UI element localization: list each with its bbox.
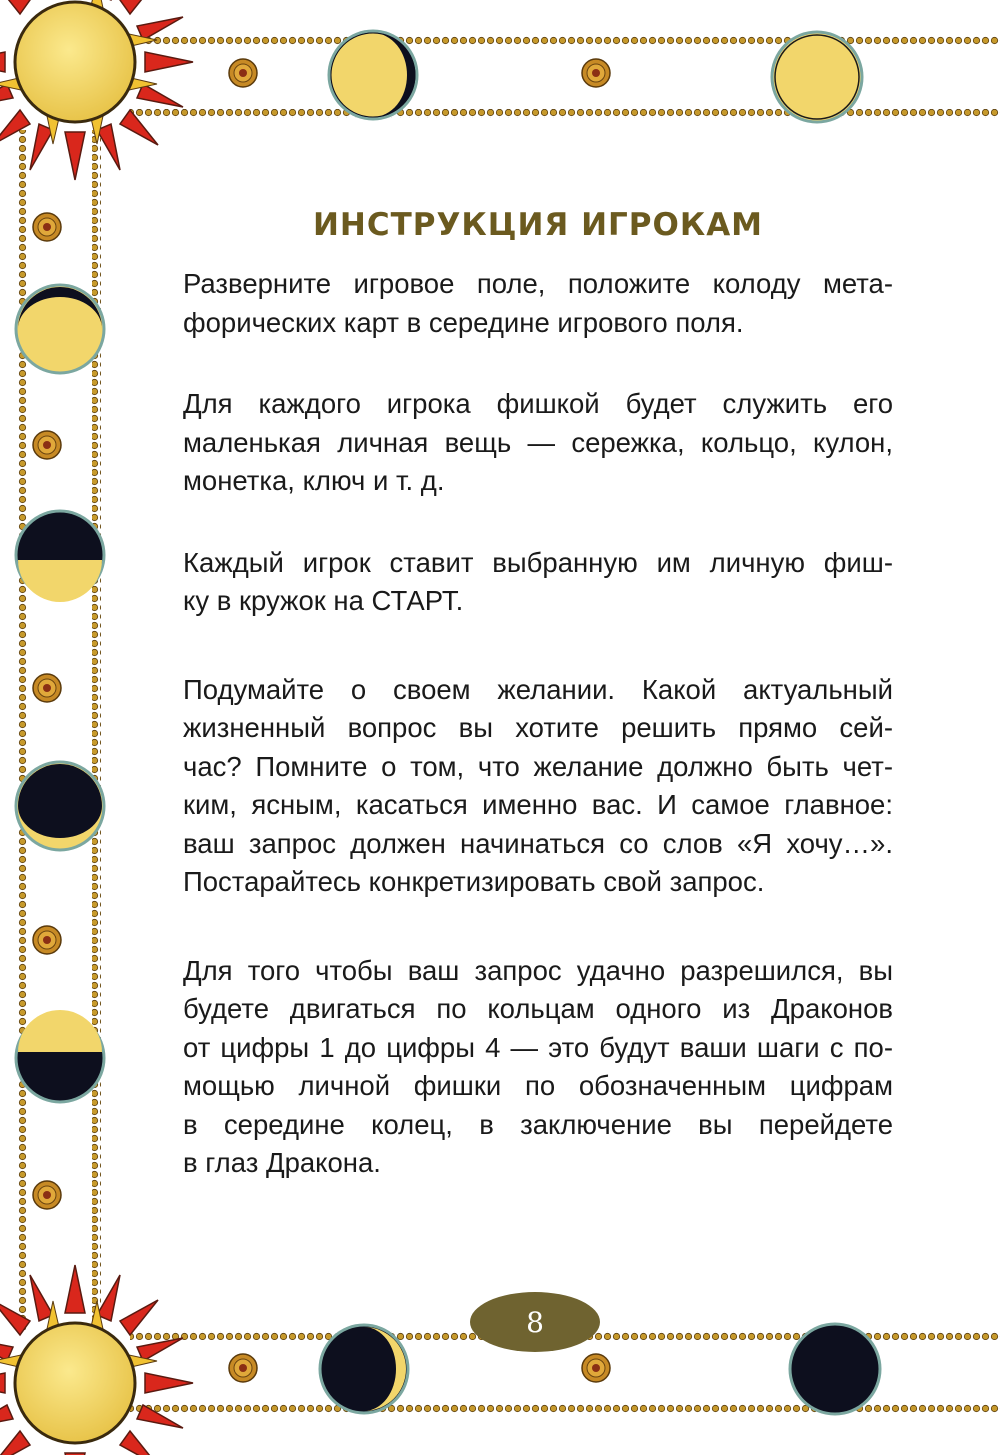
text-line: Разверните игровое поле, положите колоду мета- (183, 268, 893, 299)
half-moon-icon (16, 511, 104, 602)
text-line: форических карт в середине игрового поля. (183, 306, 744, 338)
text-line: в середине колец, в заключение вы перейдете (183, 1108, 893, 1140)
flower-bead-icon (229, 1354, 257, 1382)
text-line: час? Помните о том, что желание должно быть чет- (183, 750, 893, 782)
text-line: Каждый игрок ставит выбранную им личную фиш- (183, 546, 893, 578)
new-moon-icon (790, 1324, 880, 1414)
text-line: от цифры 1 до цифры 4 — это будут ваши шаги с по- (183, 1031, 893, 1063)
crescent-moon-icon (16, 762, 104, 850)
paragraph-5 (183, 952, 893, 1183)
text-line: ким, ясным, касаться именно вас. И самое главное: (183, 789, 893, 820)
paragraph-2 (183, 385, 893, 501)
page-number: 8 (526, 1305, 544, 1339)
flower-bead-icon (33, 926, 61, 954)
text-line: в глаз Дракона. (183, 1147, 381, 1178)
full-moon-icon (772, 32, 862, 122)
paragraph-3 (183, 544, 893, 621)
flower-bead-icon (33, 213, 61, 241)
text-line: монетка, ключ и т. д. (183, 465, 445, 496)
text-line: Для каждого игрока фишкой будет служить его (183, 388, 893, 419)
text-line: жизненный вопрос вы хотите решить прямо сей- (183, 712, 893, 743)
paragraph-1 (183, 265, 893, 342)
text-line: ваш запрос должен начинаться со слов «Я хочу…». (183, 827, 893, 859)
flower-bead-icon (33, 674, 61, 702)
flower-bead-icon (229, 59, 257, 87)
flower-bead-icon (33, 1181, 61, 1209)
crescent-moon-icon (320, 1325, 408, 1413)
page-title: ИНСТРУКЦИЯ ИГРОКАМ (312, 207, 764, 243)
instructions-body (183, 205, 893, 1183)
text-line: Для того чтобы ваш запрос удачно разрешился, вы (183, 954, 893, 986)
text-line: ку в кружок на СТАРТ. (183, 585, 464, 616)
crescent-moon-icon (16, 285, 104, 373)
paragraph-4 (183, 671, 893, 902)
half-moon-icon (16, 1010, 104, 1102)
flower-bead-icon (33, 431, 61, 459)
waxing-gibbous-moon-icon (329, 31, 417, 119)
text-line: мощью личной фишки по обозначенным цифрам (183, 1070, 893, 1101)
flower-bead-icon (582, 59, 610, 87)
text-line: маленькая личная вещь — сережка, кольцо, кулон, (183, 426, 893, 458)
page-number-badge (470, 1292, 600, 1352)
text-line: Подумайте о своем желании. Какой актуальный (183, 673, 893, 705)
flower-bead-icon (582, 1354, 610, 1382)
text-line: Постарайтесь конкретизировать свой запрос. (183, 866, 765, 897)
text-line: будете двигаться по кольцам одного из Драконов (183, 993, 893, 1024)
